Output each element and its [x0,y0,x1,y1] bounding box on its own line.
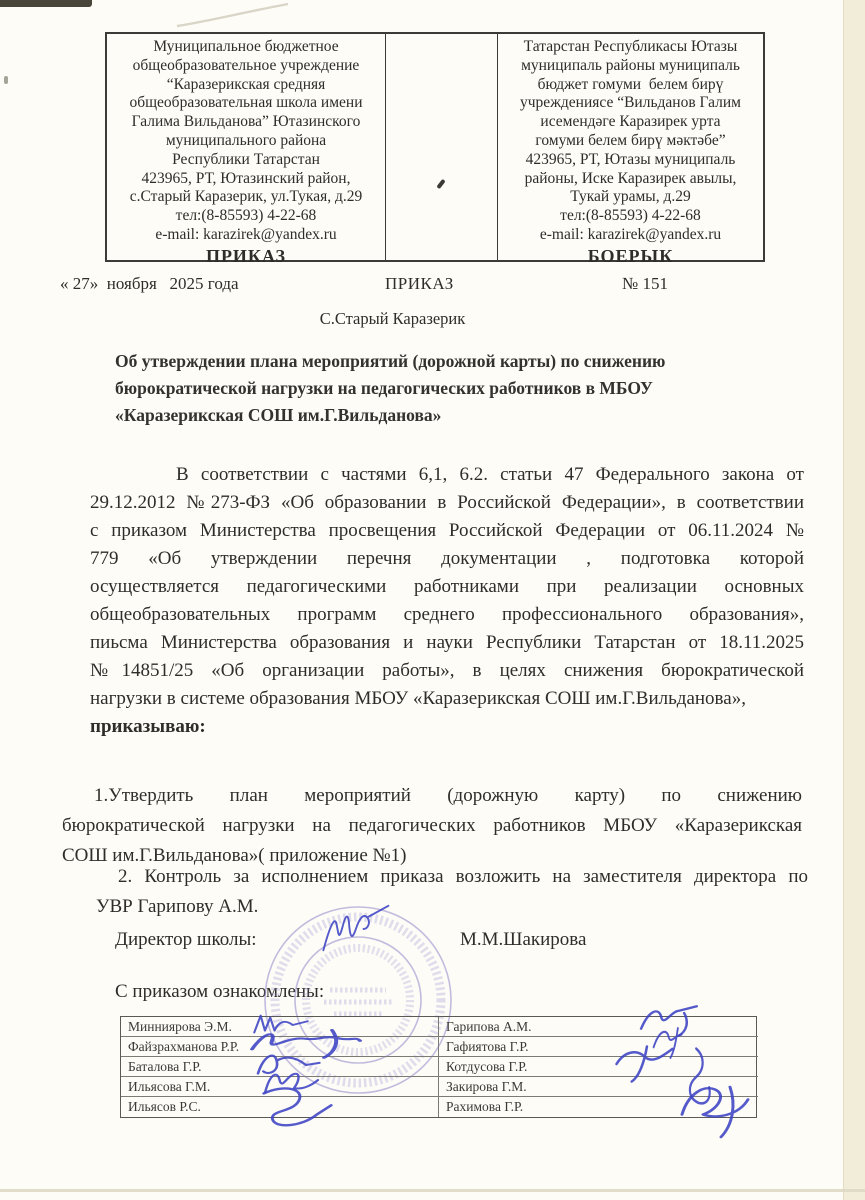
order-item-line: СОШ им.Г.Вильданова»( приложение №1) [62,845,407,866]
ack-name: Рахимова Г.Р. [438,1097,758,1117]
org-line: бюджет гомуми белем бирү [537,75,724,93]
body-line: с приказом Министерства просвещения Российской Федерации от 06.11.2024 № [90,520,804,541]
ack-name: Котдусова Г.Р. [438,1057,758,1077]
letterhead-tatar [498,34,763,266]
letterhead-middle-empty [386,34,498,260]
decree-word: приказываю: [90,716,206,737]
org-line: муниципального района [165,131,327,149]
ack-name: Минниярова Э.М. [121,1017,438,1037]
org-line: Татарстан Республикасы Ютазы [523,38,738,55]
director-label: Директор школы: [115,929,257,950]
body-line: общеобразовательных программ среднего профессионального образования», [90,604,804,625]
org-address-line: Тукай урамы, д.29 [570,188,691,206]
org-address-line: районы, Иске Каразирек авылы, [524,169,737,187]
org-line: гомуми белем бирү мәктәбе” [535,131,726,149]
ack-name: Гарипова А.М. [438,1017,758,1037]
org-line: муниципаль районы муниципаль [521,56,740,74]
org-line: Республики Татарстан [172,150,320,168]
body-line: №14851/25 «Об организации работы», в целях снижения бюрократической [90,660,804,681]
org-address-line: с.Старый Каразерик, ул.Тукая, д.29 [129,188,363,206]
org-email: e-mail: karazirek@yandex.ru [155,225,337,243]
order-item-2 [96,862,808,922]
org-line: Галима Вильданова” Ютазинского [131,113,361,131]
acknowledgement-table [120,1016,757,1118]
org-email: e-mail: karazirek@yandex.ru [539,225,722,243]
scan-edge-top [0,0,92,7]
ack-name: Файзрахманова Р.Р. [121,1037,438,1057]
body-paragraph [90,461,804,741]
order-item-line: 1.Утвердить план мероприятий (дорожную карту) по снижению [94,785,802,806]
ack-name: Гафиятова Г.Р. [438,1037,758,1057]
scan-edge-right [843,0,865,1200]
scan-noise-dot [4,76,8,84]
org-address-line: 423965, РТ, Ютазы муниципаль [525,150,736,168]
director-signature-row [115,929,715,951]
letterhead-table [105,32,765,266]
order-item-line: УВР Гарипову А.М. [96,896,259,917]
doc-type-tatar: БОЕРЫК [587,245,674,266]
org-phone: тел:(8-85593) 4-22-68 [175,207,317,225]
org-line: общеобразовательное учреждение [132,56,360,74]
doc-date: « 27» ноября 2025 года [60,274,239,293]
org-line: “Каразерикская средняя [166,75,326,93]
doc-subject: Об утверждении плана мероприятий (дорожной карты) по снижению бюрократической нагрузки на педагогических работников в МБОУ «Каразерикская СОШ им.Г.Вильданова» [115,351,666,425]
body-line: 779 «Об утверждении перечня документации , подготовка которой [90,548,804,569]
doc-type-russian: ПРИКАЗ [205,245,287,266]
ack-name: Закирова Г.М. [438,1077,758,1097]
acknowledged-label: С приказом ознакомлены: [115,981,325,1002]
org-phone: тел:(8-85593) 4-22-68 [560,207,701,225]
order-item-line: бюрократической нагрузки на педагогических работников МБОУ «Каразерикская [62,815,802,836]
body-line: пиьсма Министерства образования и науки Республики Татарстан от 18.11.2025 [90,632,804,653]
org-line: учреждениясе “Вильданов Галим [520,94,741,112]
doc-place: С.Старый Каразерик [319,309,466,328]
ack-name: Баталова Г.Р. [121,1057,438,1077]
order-item-line: 2. Контроль за исполнением приказа возложить на заместителя директора по [118,866,808,887]
body-line: В соответствии с частями 6,1, 6.2. статьи 47 Федерального закона от [176,464,804,485]
ack-name: Ильясов Р.С. [128,1099,201,1114]
org-line: Муниципальное бюджетное [153,38,339,55]
doc-number: № 151 [622,274,668,293]
org-address-line: 423965, РТ, Ютазинский район, [141,169,351,187]
paper-fold-mark [175,2,290,28]
letterhead-russian [107,34,386,266]
order-item-1 [62,781,802,871]
org-line: исемендәге Каразирек урта [540,113,721,131]
org-line: общеобразовательная школа имени [129,94,363,112]
body-line: нагрузки в системе образования МБОУ «Каразерикская СОШ им.Г.Вильданова», [90,688,746,709]
body-line: осуществляется педагогическими работниками при реализации основных [90,576,804,597]
director-name: М.М.Шакирова [460,929,587,950]
ack-name: Ильясова Г.М. [121,1077,438,1097]
doc-type-label: ПРИКАЗ [385,274,454,293]
scan-edge-bottom [0,1189,865,1192]
body-line: 29.12.2012 №273-ФЗ «Об образовании в Российской Федерации», в соответствии [90,492,804,513]
